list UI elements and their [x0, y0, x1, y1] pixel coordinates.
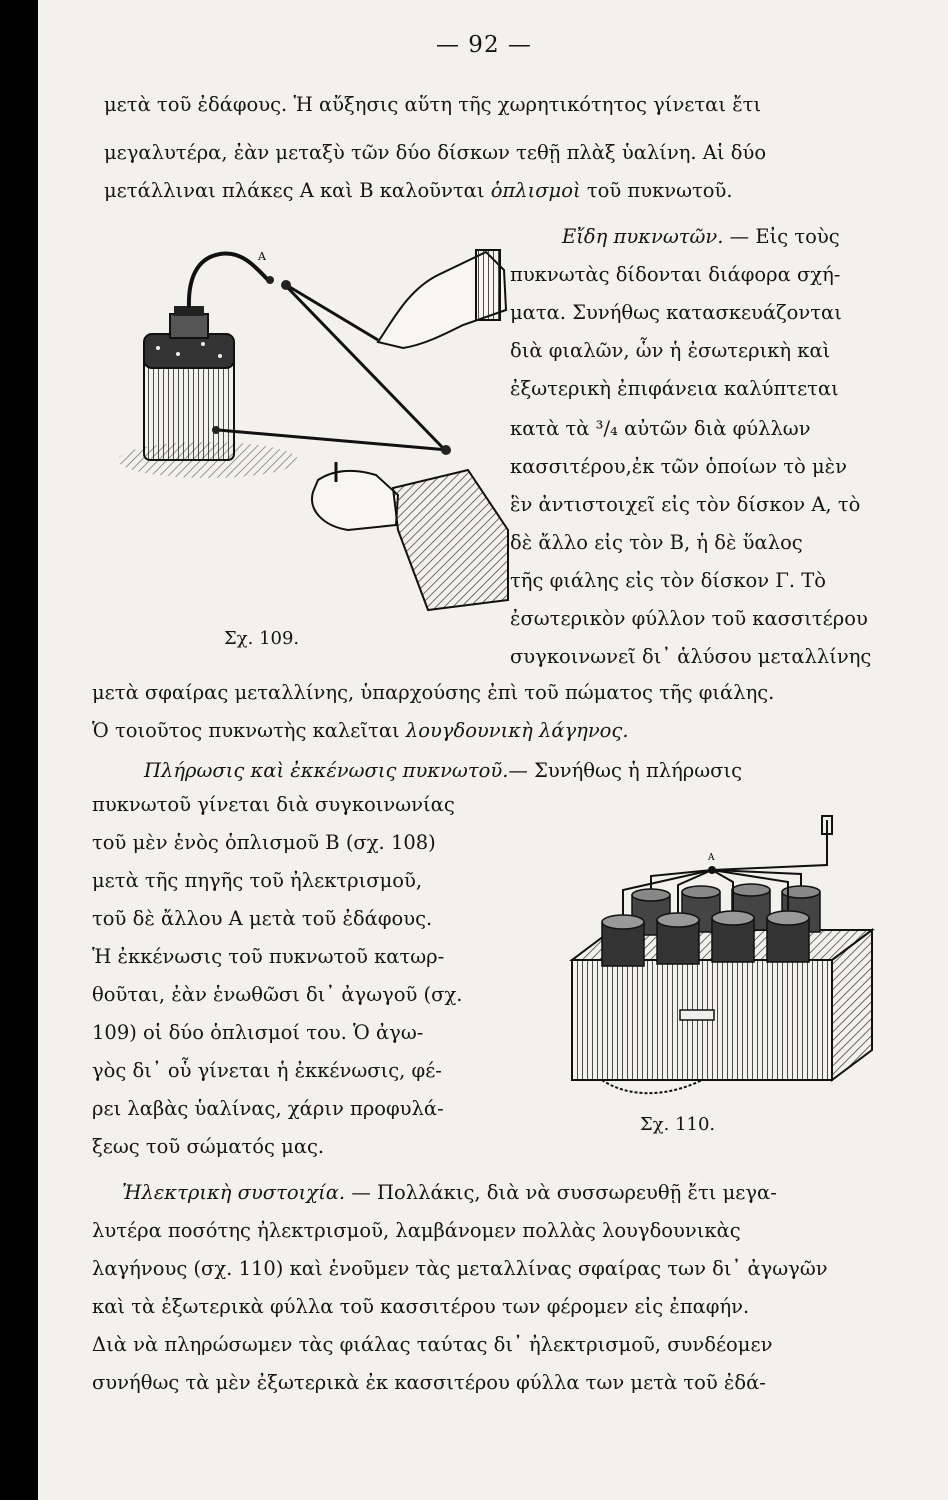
text-line-32: καὶ τὰ ἐξωτερικὰ φύλλα τοῦ κασσιτέρου των φέρομεν εἰς ἐπαφήν. — [92, 1295, 750, 1318]
text-line-24: θοῦται, ἐὰν ἑνωθῶσι δι᾽ ἀγωγοῦ (σχ. — [92, 983, 463, 1006]
page-number: — 92 — — [436, 32, 532, 58]
text-line-30: λυτέρα ποσότης ἠλεκτρισμοῦ, λαμβάνομεν πολλὰς λουγδουνικὰς — [92, 1219, 741, 1242]
text-line-4: Εἴδη πυκνωτῶν. — Εἰς τοὺς — [562, 225, 840, 248]
figure-109-leyden-jar-illustration — [108, 230, 508, 630]
text-line-33: Διὰ νὰ πληρώσωμεν τὰς φιάλας ταύτας δι᾽ ἠλεκτρισμοῦ, συνδέομεν — [92, 1333, 773, 1356]
text-line-29: Ἠλεκτρικὴ συστοιχία. — Πολλάκις, διὰ νὰ συσσωρευθῇ ἔτι μεγα- — [122, 1181, 777, 1204]
text-line-11: ἓν ἀντιστοιχεῖ εἰς τὸν δίσκον Α, τὸ — [510, 493, 861, 516]
text-line-12: δὲ ἄλλο εἰς τὸν Β, ἡ δὲ ὕαλος — [510, 531, 803, 554]
text-line-27: ρει λαβὰς ὑαλίνας, χάριν προφυλά- — [92, 1097, 444, 1120]
text-line-19: πυκνωτοῦ γίνεται διὰ συγκοινωνίας — [92, 793, 455, 816]
text-line-31: λαγήνους (σχ. 110) καὶ ἑνοῦμεν τὰς μεταλλίνας σφαίρας των δι᾽ ἀγωγῶν — [92, 1257, 828, 1280]
figure-110-caption: Σχ. 110. — [640, 1114, 716, 1135]
text-line-6: ματα. Συνήθως κατασκευάζονται — [510, 301, 842, 324]
text-line-1: μετὰ τοῦ ἐδάφους. Ἡ αὔξησις αὕτη τῆς χωρητικότητος γίνεται ἔτι — [104, 93, 762, 116]
book-page — [38, 0, 948, 1500]
text-line-10: κασσιτέρου,ἐκ τῶν ὁποίων τὸ μὲν — [510, 455, 847, 478]
section-heading-battery: Ἠλεκτρικὴ συστοιχία. — [122, 1181, 346, 1204]
text-line-28: ξεως τοῦ σώματός μας. — [92, 1135, 325, 1158]
text-line-25: 109) οἱ δύο ὁπλισμοί του. Ὁ ἀγω- — [92, 1021, 424, 1044]
figure-109-label-a: Α — [258, 250, 266, 263]
text-line-13: τῆς φιάλης εἰς τὸν δίσκον Γ. Τὸ — [510, 569, 827, 592]
text-line-22: τοῦ δὲ ἄλλου Α μετὰ τοῦ ἐδάφους. — [92, 907, 433, 930]
text-line-3: μετάλλιναι πλάκες Α καὶ Β καλοῦνται ὁπλισμοὶ τοῦ πυκνωτοῦ. — [104, 179, 733, 202]
figure-110-label-a: Α — [708, 853, 715, 863]
figure-109-caption: Σχ. 109. — [224, 628, 300, 649]
text-line-20: τοῦ μὲν ἑνὸς ὁπλισμοῦ Β (σχ. 108) — [92, 831, 436, 854]
text-line-14: ἐσωτερικὸν φύλλον τοῦ κασσιτέρου — [510, 607, 868, 630]
text-line-7: διὰ φιαλῶν, ὧν ἡ ἐσωτερικὴ καὶ — [510, 339, 831, 362]
text-line-5: πυκνωτὰς δίδονται διάφορα σχή- — [510, 263, 841, 286]
text-line-23: Ἡ ἐκκένωσις τοῦ πυκνωτοῦ κατωρ- — [92, 945, 445, 968]
text-line-34: συνήθως τὰ μὲν ἐξωτερικὰ ἐκ κασσιτέρου φύλλα των μετὰ τοῦ ἐδά- — [92, 1371, 766, 1394]
text-line-9: κατὰ τὰ ³/₄ αὐτῶν διὰ φύλλων — [510, 417, 811, 440]
text-line-8: ἐξωτερικὴ ἐπιφάνεια καλύπτεται — [510, 377, 839, 400]
section-heading-types: Εἴδη πυκνωτῶν. — [562, 225, 724, 248]
text-line-17: Ὁ τοιοῦτος πυκνωτὴς καλεῖται λουγδουνικὴ λάγηνος. — [92, 719, 629, 742]
section-heading-filling: Πλήρωσις καὶ ἐκκένωσις πυκνωτοῦ. — [144, 759, 509, 782]
text-line-18: Πλήρωσις καὶ ἐκκένωσις πυκνωτοῦ.— Συνήθως ἡ πλήρωσις — [144, 759, 743, 782]
text-line-2: μεγαλυτέρα, ἐὰν μεταξὺ τῶν δύο δίσκων τεθῇ πλὰξ ὑαλίνη. Αἱ δύο — [104, 141, 767, 164]
figure-110-battery-illustration — [562, 810, 882, 1100]
text-line-21: μετὰ τῆς πηγῆς τοῦ ἠλεκτρισμοῦ, — [92, 869, 423, 892]
text-line-16: μετὰ σφαίρας μεταλλίνης, ὑπαρχούσης ἐπὶ τοῦ πώματος τῆς φιάλης. — [92, 681, 775, 704]
text-line-15: συγκοινωνεῖ δι᾽ ἁλύσου μεταλλίνης — [510, 645, 872, 668]
text-line-26: γὸς δι᾽ οὗ γίνεται ἡ ἐκκένωσις, φέ- — [92, 1059, 442, 1082]
